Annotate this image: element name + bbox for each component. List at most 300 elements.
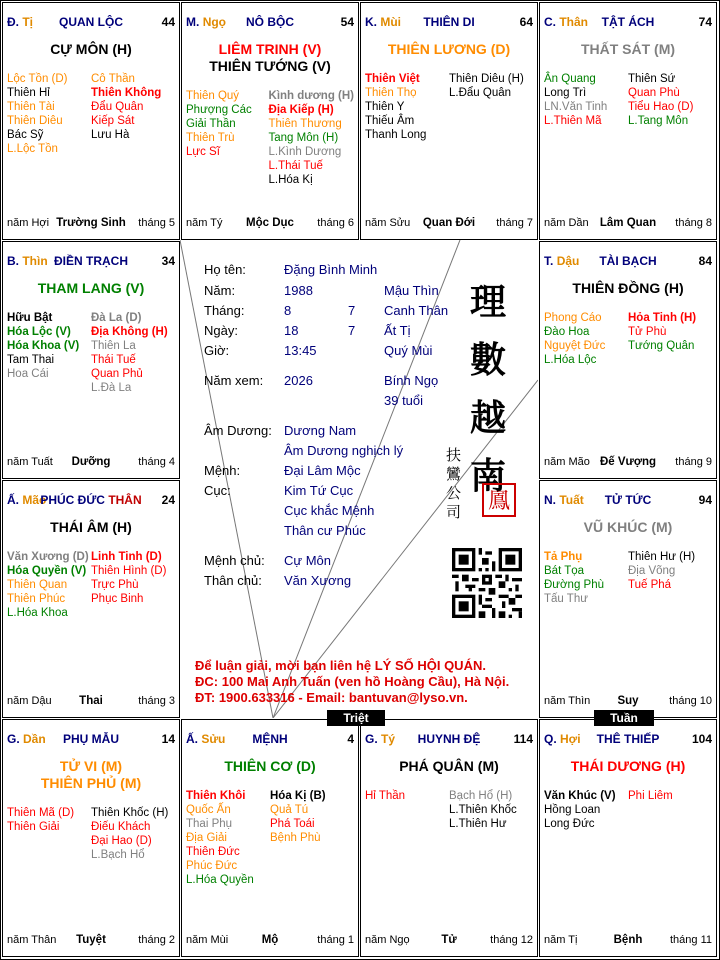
palace-title: TÀI BẠCH bbox=[599, 254, 657, 268]
red-seal bbox=[482, 483, 516, 517]
label-month: Tháng: bbox=[204, 303, 245, 318]
minor-star: Văn Khúc (V) bbox=[544, 790, 616, 802]
minor-star: Thiên Y bbox=[365, 101, 405, 113]
label-menh: Mệnh: bbox=[204, 463, 241, 478]
branch-name: Thìn bbox=[22, 254, 48, 268]
star-column-left bbox=[7, 550, 91, 620]
minor-star: Đẩu Quân bbox=[91, 101, 144, 113]
minor-star: Phi Liêm bbox=[628, 790, 673, 802]
palace-name bbox=[544, 15, 712, 29]
main-star: CỰ MÔN (H) bbox=[50, 41, 132, 57]
minor-star: Thanh Long bbox=[365, 129, 427, 141]
palace-age: 24 bbox=[161, 493, 175, 507]
main-star: THIÊN ĐỒNG (H) bbox=[572, 280, 684, 296]
minor-star: Thiên Hỉ bbox=[7, 87, 50, 99]
main-star: THIÊN TƯỚNG (V) bbox=[209, 58, 331, 74]
star-column-right bbox=[628, 72, 712, 128]
minor-star: Hoa Cái bbox=[7, 368, 49, 380]
minor-stars bbox=[7, 550, 175, 620]
footer-year: năm Tị bbox=[544, 934, 578, 946]
minor-star: Thiên Quý bbox=[186, 90, 240, 102]
branch-name: Tị bbox=[22, 15, 34, 29]
palace-footer bbox=[186, 934, 354, 948]
minor-star: Hóa Lộc (V) bbox=[7, 326, 71, 338]
minor-star: L.Bạch Hổ bbox=[91, 849, 145, 861]
star-column-right bbox=[270, 789, 354, 887]
minor-star: Đà La (D) bbox=[91, 312, 142, 324]
star-column-right bbox=[628, 789, 712, 831]
minor-star: Địa Kiếp (H) bbox=[268, 104, 334, 116]
palace-title: THIÊN DI bbox=[423, 15, 475, 29]
branch-can: Ấ. bbox=[186, 732, 198, 746]
star-column-left bbox=[544, 311, 628, 367]
minor-star: Thiếu Âm bbox=[365, 115, 415, 127]
palace-title: THÊ THIẾP bbox=[596, 732, 660, 746]
palace-age: 114 bbox=[513, 732, 533, 746]
minor-star: Tang Môn (H) bbox=[268, 132, 339, 144]
minor-star: L.Lộc Tồn bbox=[7, 143, 58, 155]
branch-name: Tuất bbox=[559, 493, 584, 507]
footer-year: năm Dậu bbox=[7, 695, 52, 707]
footer-month: tháng 4 bbox=[138, 456, 175, 468]
minor-star: L.Thái Tuế bbox=[268, 160, 323, 172]
footer-stage: Suy bbox=[617, 695, 639, 707]
minor-stars bbox=[7, 311, 175, 395]
minor-star: Long Trì bbox=[544, 87, 587, 99]
value-cuc-relation: Cục khắc Mệnh bbox=[284, 503, 375, 518]
value-am-duong: Dương Nam bbox=[284, 423, 357, 438]
star-column-left bbox=[544, 72, 628, 128]
main-star: THIÊN CƠ (D) bbox=[224, 758, 316, 774]
value-day-lunar: 7 bbox=[348, 323, 356, 338]
footer-year: năm Thân bbox=[7, 934, 57, 946]
palace-header bbox=[365, 15, 533, 31]
palace-name bbox=[7, 254, 175, 268]
main-stars bbox=[361, 41, 537, 58]
contact-block bbox=[195, 658, 509, 706]
label-day: Ngày: bbox=[204, 323, 238, 338]
palace-name bbox=[544, 732, 712, 746]
minor-star: L.Tang Môn bbox=[628, 115, 689, 127]
star-column-right bbox=[628, 550, 712, 606]
value-hour-can-chi: Quý Mùi bbox=[384, 343, 433, 358]
palace-name bbox=[365, 732, 533, 746]
value-cuc: Kim Tứ Cục bbox=[284, 483, 354, 498]
branch-name: Mão bbox=[22, 493, 47, 507]
star-column-right bbox=[91, 311, 175, 395]
footer-month: tháng 6 bbox=[317, 217, 354, 229]
minor-star: Nguyệt Đức bbox=[544, 340, 606, 352]
star-column-left bbox=[186, 789, 270, 887]
value-month-lunar: 7 bbox=[348, 303, 356, 318]
minor-star: Kiếp Sát bbox=[91, 115, 135, 127]
branch-name: Dậu bbox=[556, 254, 580, 268]
star-column-left bbox=[7, 311, 91, 395]
palace-header bbox=[544, 732, 712, 748]
palace-header bbox=[7, 254, 175, 270]
minor-star: Tam Thai bbox=[7, 354, 55, 366]
minor-star: L.Kình Dương bbox=[268, 146, 342, 158]
value-menh: Đại Lâm Mộc bbox=[284, 463, 361, 478]
minor-star: Đại Hao (D) bbox=[91, 835, 152, 847]
palace-age: 84 bbox=[698, 254, 712, 268]
minor-star: Thiên Hình (D) bbox=[91, 565, 167, 577]
label-year: Năm: bbox=[204, 283, 236, 298]
palace-title: PHỤ MẪU bbox=[63, 732, 119, 746]
minor-star: Tiểu Hao (D) bbox=[628, 101, 694, 113]
minor-star: Ân Quang bbox=[544, 73, 596, 85]
minor-star: Tướng Quân bbox=[628, 340, 695, 352]
value-age: 39 tuổi bbox=[384, 393, 424, 408]
value-am-duong-note: Âm Dương nghịch lý bbox=[284, 443, 404, 458]
minor-star: Thiên Thương bbox=[268, 118, 342, 130]
minor-star: Thiên Tài bbox=[7, 101, 55, 113]
minor-star: Lưu Hà bbox=[91, 129, 130, 141]
value-menh-chu: Cự Môn bbox=[284, 553, 331, 568]
value-year: 1988 bbox=[284, 283, 313, 298]
footer-year: năm Dần bbox=[544, 217, 589, 229]
branch-can: C. bbox=[544, 15, 556, 29]
palace-age: 104 bbox=[691, 732, 712, 746]
footer-month: tháng 9 bbox=[675, 456, 712, 468]
palace-age: 74 bbox=[698, 15, 712, 29]
minor-star: Đào Hoa bbox=[544, 326, 590, 338]
main-stars bbox=[3, 758, 179, 792]
star-column-right bbox=[628, 311, 712, 367]
branch-can: M. bbox=[186, 15, 200, 29]
star-column-right bbox=[269, 89, 354, 187]
footer-month: tháng 8 bbox=[675, 217, 712, 229]
footer-stage: Dưỡng bbox=[71, 456, 111, 468]
palace-footer bbox=[365, 934, 533, 948]
footer-year: năm Hợi bbox=[7, 217, 50, 229]
palace-name bbox=[544, 254, 712, 268]
seal-glyph: 鳳 bbox=[487, 489, 510, 514]
footer-month: tháng 7 bbox=[496, 217, 533, 229]
palace-ngo bbox=[181, 2, 359, 240]
minor-stars bbox=[186, 89, 354, 187]
minor-stars bbox=[365, 72, 533, 142]
palace-age: 64 bbox=[519, 15, 533, 29]
palace-header bbox=[365, 732, 533, 748]
palace-header bbox=[186, 732, 354, 748]
minor-star: Thai Phụ bbox=[186, 818, 233, 830]
minor-stars bbox=[7, 806, 175, 862]
palace-name bbox=[186, 15, 354, 29]
label-name: Họ tên: bbox=[204, 262, 246, 277]
footer-year: năm Tý bbox=[186, 217, 223, 229]
palace-name bbox=[365, 15, 533, 29]
calligraphy-char-3: 越 bbox=[470, 397, 507, 439]
minor-star: Linh Tinh (D) bbox=[91, 551, 162, 563]
center-panel bbox=[180, 240, 538, 718]
main-star: THIÊN LƯƠNG (D) bbox=[387, 41, 511, 57]
minor-star: Thiên Quan bbox=[7, 579, 68, 591]
minor-star: Long Đức bbox=[544, 818, 595, 830]
minor-stars bbox=[544, 789, 712, 831]
minor-star: L.Đẩu Quân bbox=[449, 87, 512, 99]
minor-star: Thiên La bbox=[91, 340, 136, 352]
footer-year: năm Tuất bbox=[7, 456, 53, 468]
palace-footer bbox=[544, 695, 712, 709]
calligraphy-char-4: 南 bbox=[470, 455, 507, 497]
branch-can: K. bbox=[365, 15, 377, 29]
minor-star: Quan Phủ bbox=[91, 368, 143, 380]
contact-line-1: Để luận giải, mời bạn liên hệ LÝ SỐ HỘI QUÁN. bbox=[195, 658, 486, 673]
palace-name bbox=[7, 732, 175, 746]
minor-star: Trực Phù bbox=[91, 579, 139, 591]
palace-header bbox=[7, 493, 175, 509]
star-column-left bbox=[186, 89, 269, 187]
main-star: LIÊM TRINH (V) bbox=[218, 41, 322, 57]
star-column-left bbox=[365, 72, 449, 142]
value-day-can-chi: Ất Tị bbox=[384, 323, 411, 338]
main-stars bbox=[540, 41, 716, 58]
minor-stars bbox=[186, 789, 354, 887]
triet-marker: Triệt bbox=[327, 710, 385, 726]
value-view-year-can-chi: Bính Ngọ bbox=[384, 373, 439, 388]
calligraphy-char-1: 理 bbox=[470, 281, 507, 323]
main-stars bbox=[540, 280, 716, 297]
main-stars bbox=[182, 758, 358, 775]
calligraphy-char-2: 數 bbox=[470, 339, 507, 381]
minor-stars bbox=[365, 789, 533, 831]
minor-star: Bát Tọa bbox=[544, 565, 585, 577]
branch-name: Thân bbox=[559, 15, 589, 29]
minor-star: Thiên Việt bbox=[365, 73, 420, 85]
palace-ti bbox=[2, 2, 180, 240]
minor-star: Lực Sĩ bbox=[186, 146, 220, 158]
contact-line-2: ĐC: 100 Mai Anh Tuấn (ven hồ Hoàng Cầu), Hà Nội. bbox=[195, 674, 510, 689]
footer-year: năm Ngọ bbox=[365, 934, 410, 946]
label-hour: Giờ: bbox=[204, 343, 230, 358]
minor-star: L.Thiên Khốc bbox=[449, 804, 517, 816]
branch-name: Sửu bbox=[201, 732, 226, 746]
palace-dau bbox=[539, 241, 717, 479]
minor-stars bbox=[7, 72, 175, 156]
palace-mao bbox=[2, 480, 180, 718]
minor-star: Phúc Đức bbox=[186, 860, 238, 872]
footer-year: năm Thìn bbox=[544, 695, 591, 707]
value-view-year: 2026 bbox=[284, 373, 313, 388]
footer-stage: Mộ bbox=[261, 934, 279, 946]
value-day-solar: 18 bbox=[284, 323, 299, 338]
palace-age: 14 bbox=[161, 732, 175, 746]
footer-stage: Trường Sinh bbox=[56, 217, 126, 229]
palace-footer bbox=[7, 217, 175, 231]
footer-stage: Mộc Dục bbox=[246, 217, 294, 229]
minor-star: Phong Cáo bbox=[544, 312, 602, 324]
main-star: THÁI ÂM (H) bbox=[50, 519, 132, 535]
palace-title: ĐIỀN TRẠCH bbox=[54, 254, 128, 268]
branch-can: Q. bbox=[544, 732, 557, 746]
branch-can: N. bbox=[544, 493, 556, 507]
palace-header bbox=[544, 254, 712, 270]
main-star: THAM LANG (V) bbox=[37, 280, 145, 296]
main-star: THIÊN PHỦ (M) bbox=[40, 775, 142, 791]
star-column-left bbox=[7, 72, 91, 156]
minor-star: Đường Phù bbox=[544, 579, 604, 591]
minor-star: LN.Văn Tinh bbox=[544, 101, 608, 113]
minor-star: Hóa Kị (B) bbox=[270, 790, 326, 802]
palace-age: 4 bbox=[347, 732, 354, 746]
footer-stage: Tuyệt bbox=[76, 934, 106, 946]
minor-star: Thiên Mã (D) bbox=[7, 807, 75, 819]
star-column-right bbox=[449, 789, 533, 831]
palace-header bbox=[544, 15, 712, 31]
branch-can: G. bbox=[7, 732, 20, 746]
label-am-duong: Âm Dương: bbox=[204, 423, 272, 438]
minor-star: Thiên Diêu bbox=[7, 115, 63, 127]
star-column-right bbox=[91, 72, 175, 156]
palace-title: QUAN LỘC bbox=[59, 15, 123, 29]
footer-stage: Thai bbox=[79, 695, 103, 707]
minor-star: Hóa Khoa (V) bbox=[7, 340, 80, 352]
minor-stars bbox=[544, 311, 712, 367]
branch-name: Dần bbox=[23, 732, 46, 746]
minor-star: Phượng Các bbox=[186, 104, 252, 116]
footer-stage: Lâm Quan bbox=[599, 217, 657, 229]
value-name: Đặng Bình Minh bbox=[284, 262, 378, 277]
minor-star: L.Hóa Lộc bbox=[544, 354, 597, 366]
main-star: PHÁ QUÂN (M) bbox=[399, 758, 499, 774]
minor-star: Bác Sỹ bbox=[7, 129, 44, 141]
than-marker: THÂN bbox=[108, 493, 142, 507]
branch-name: Mùi bbox=[380, 15, 402, 29]
minor-star: Giải Thần bbox=[186, 118, 236, 130]
palace-footer bbox=[186, 217, 354, 231]
main-star: THẤT SÁT (M) bbox=[580, 41, 676, 57]
palace-suu bbox=[181, 719, 359, 957]
value-year-can-chi: Mậu Thìn bbox=[384, 283, 439, 298]
palace-age: 54 bbox=[340, 15, 354, 29]
palace-title: TẬT ÁCH bbox=[601, 15, 655, 29]
minor-star: Văn Xương (D) bbox=[7, 551, 89, 563]
label-view-year: Năm xem: bbox=[204, 373, 264, 388]
star-column-right bbox=[449, 72, 533, 142]
branch-can: Ấ. bbox=[7, 493, 19, 507]
minor-star: Quan Phù bbox=[628, 87, 680, 99]
minor-stars bbox=[544, 550, 712, 606]
minor-star: Bạch Hổ (H) bbox=[449, 790, 513, 802]
footer-month: tháng 3 bbox=[138, 695, 175, 707]
star-column-left bbox=[544, 550, 628, 606]
main-stars bbox=[3, 41, 179, 58]
minor-star: L.Đà La bbox=[91, 382, 132, 394]
value-hour: 13:45 bbox=[284, 343, 317, 358]
branch-can: T. bbox=[544, 254, 554, 268]
value-than-chu: Văn Xương bbox=[284, 573, 352, 588]
minor-star: Hỏa Tinh (H) bbox=[628, 312, 697, 324]
minor-star: Phục Binh bbox=[91, 593, 144, 605]
palace-age: 44 bbox=[161, 15, 175, 29]
minor-star: Thiên Thọ bbox=[365, 87, 417, 99]
palace-footer bbox=[7, 934, 175, 948]
minor-star: L.Thiên Mã bbox=[544, 115, 602, 127]
palace-name bbox=[7, 493, 175, 507]
footer-stage: Đế Vượng bbox=[599, 456, 657, 468]
calligraphy-small: 扶鸞公司 bbox=[446, 446, 462, 521]
branch-can: Đ. bbox=[7, 15, 19, 29]
palace-footer bbox=[365, 217, 533, 231]
palace-title: TỬ TỨC bbox=[604, 493, 652, 507]
minor-star: Điếu Khách bbox=[91, 821, 151, 833]
minor-star: Thiên Phúc bbox=[7, 593, 66, 605]
branch-can: B. bbox=[7, 254, 19, 268]
minor-stars bbox=[544, 72, 712, 128]
minor-star: Quốc Ấn bbox=[186, 804, 231, 816]
minor-star: Thiên Hư (H) bbox=[628, 551, 696, 563]
palace-header bbox=[544, 493, 712, 509]
minor-star: Hồng Loan bbox=[544, 804, 601, 816]
minor-star: Hóa Quyền (V) bbox=[7, 565, 87, 577]
star-column-left bbox=[544, 789, 628, 831]
label-cuc: Cục: bbox=[204, 483, 231, 498]
value-month-can-chi: Canh Thân bbox=[384, 303, 449, 318]
minor-star: Thiên Diêu (H) bbox=[449, 73, 524, 85]
palace-title: PHÚC ĐỨC bbox=[40, 493, 105, 507]
minor-star: Địa Không (H) bbox=[91, 326, 168, 338]
minor-star: Địa Giải bbox=[186, 832, 227, 844]
palace-name bbox=[544, 493, 712, 507]
footer-stage: Bệnh bbox=[613, 934, 643, 946]
star-column-right bbox=[91, 806, 175, 862]
footer-year: năm Mão bbox=[544, 456, 590, 468]
palace-title: HUYNH ĐỆ bbox=[417, 732, 481, 746]
minor-star: L.Hóa Khoa bbox=[7, 607, 68, 619]
branch-can: G. bbox=[365, 732, 378, 746]
minor-star: Thiên Giải bbox=[7, 821, 60, 833]
minor-star: Địa Võng bbox=[628, 565, 676, 577]
star-column-right bbox=[91, 550, 175, 620]
footer-stage: Quan Đới bbox=[422, 217, 476, 229]
main-star: THÁI DƯƠNG (H) bbox=[570, 758, 686, 774]
tuan-marker: Tuần bbox=[594, 710, 654, 726]
minor-star: Lộc Tồn (D) bbox=[7, 73, 68, 85]
main-stars bbox=[540, 758, 716, 775]
footer-year: năm Sửu bbox=[365, 217, 411, 229]
label-than-chu: Thân chủ: bbox=[204, 573, 262, 588]
palace-ty bbox=[360, 719, 538, 957]
palace-footer bbox=[7, 456, 175, 470]
main-star: TỬ VI (M) bbox=[59, 758, 123, 774]
minor-star: Tả Phụ bbox=[544, 551, 583, 563]
minor-star: Thiên Khôi bbox=[186, 790, 246, 802]
footer-month: tháng 11 bbox=[669, 934, 712, 946]
minor-star: Hỉ Thần bbox=[365, 790, 406, 802]
minor-star: L.Hóa Quyền bbox=[186, 874, 254, 886]
branch-name: Hợi bbox=[560, 732, 581, 746]
star-column-left bbox=[7, 806, 91, 862]
footer-year: năm Mùi bbox=[186, 934, 229, 946]
palace-footer bbox=[544, 456, 712, 470]
label-menh-chu: Mệnh chủ: bbox=[204, 553, 265, 568]
main-star: VŨ KHÚC (M) bbox=[583, 519, 673, 535]
palace-title: MỆNH bbox=[252, 732, 288, 746]
palace-name bbox=[7, 15, 175, 29]
minor-star: L.Thiên Hư bbox=[449, 818, 507, 830]
main-stars bbox=[361, 758, 537, 775]
footer-month: tháng 2 bbox=[138, 934, 175, 946]
palace-footer bbox=[7, 695, 175, 709]
value-month-solar: 8 bbox=[284, 303, 292, 318]
palace-footer bbox=[544, 217, 712, 231]
main-stars bbox=[540, 519, 716, 536]
minor-star: Thiên Sứ bbox=[628, 73, 676, 85]
main-stars bbox=[3, 519, 179, 536]
minor-star: L.Hóa Kị bbox=[268, 174, 313, 186]
palace-hoi bbox=[539, 719, 717, 957]
